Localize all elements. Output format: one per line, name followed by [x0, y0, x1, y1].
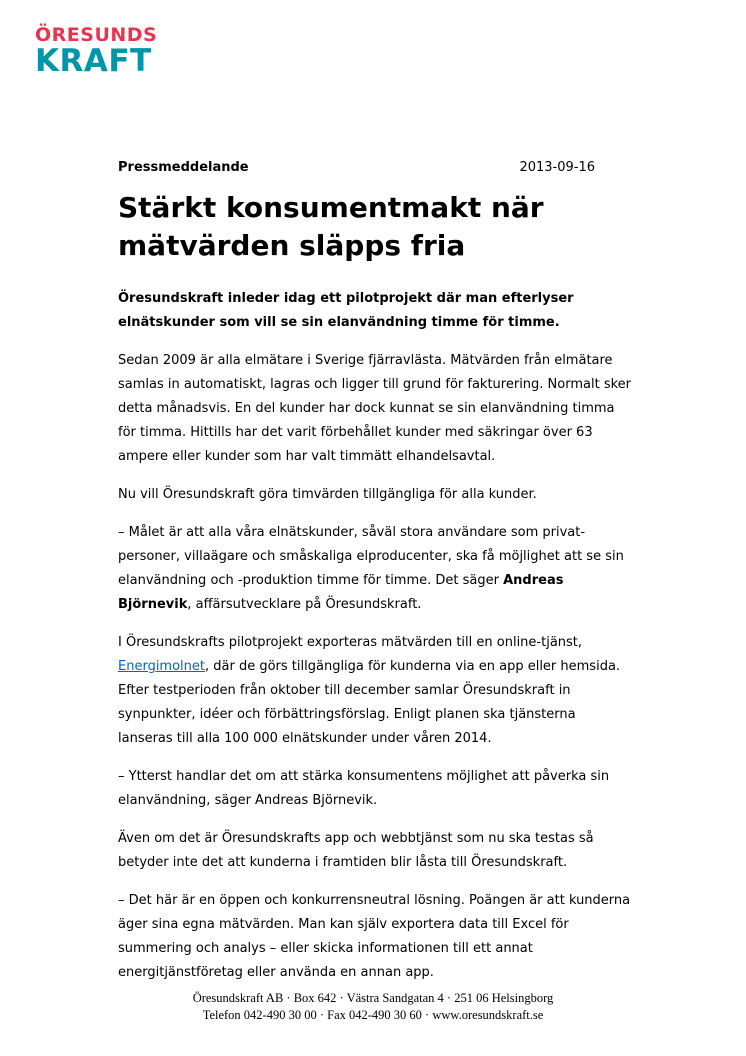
- logo-text-oresunds: ÖRESUNDS: [35, 24, 158, 46]
- footer: [0, 990, 746, 1024]
- paragraph-1: Sedan 2009 är alla elmätare i Sverige fjärravlästa. Mätvärden från elmätare samlas in automatiskt, lagras och ligger till grund för fakturering. Normalt sker detta månadsvis. En del kunder har dock kunnat se sin elanvändning timma för timma. Hittills har det varit förbehållet kunder med säkringar över 63 ampere eller kunder som har valt timmätt elhandelsavtal.: [118, 353, 632, 464]
- document-meta-row: [118, 160, 633, 175]
- page-title: Stärkt konsumentmakt när mätvärden släpps fria: [118, 191, 544, 262]
- paragraph-2: Nu vill Öresundskraft göra timvärden tillgängliga för alla kunder.: [118, 487, 537, 502]
- footer-contact-line: Telefon 042-490 30 00 · Fax 042-490 30 60 · www.oresundskraft.se: [202, 1008, 544, 1022]
- paragraph-3: [118, 521, 633, 617]
- lead-paragraph: Öresundskraft inleder idag ett pilotprojekt där man efterlyser elnätskunder som vill se sin elanvändning timme för timme.: [118, 291, 574, 330]
- oresundskraft-logo: [35, 26, 157, 77]
- paragraph-6: Även om det är Öresundskrafts app och webbtjänst som nu ska testas så betyder inte det att kunderna i framtiden blir låsta till Öresundskraft.: [118, 831, 594, 870]
- document-body: [118, 160, 633, 999]
- paragraph-3-text-after: , affärsutvecklare på Öresundskraft.: [187, 597, 422, 612]
- paragraph-4: [118, 631, 633, 751]
- logo-text-kraft: KRAFT: [35, 43, 152, 79]
- energimolnet-link[interactable]: Energimolnet: [118, 659, 205, 674]
- paragraph-4-text: I Öresundskrafts pilotprojekt exporteras mätvärden till en online-tjänst,: [118, 635, 583, 650]
- document-type-label: Pressmeddelande: [118, 160, 249, 175]
- paragraph-5: – Ytterst handlar det om att stärka konsumentens möjlighet att påverka sin elanvändning, säger Andreas Björnevik.: [118, 769, 610, 808]
- document-date: 2013-09-16: [519, 160, 595, 175]
- paragraph-3-text: – Målet är att alla våra elnätskunder, såväl stora användare som privat-personer, villaägare och småskaliga elproducenter, ska få möjlighet att se sin elanvändning och -produktion timme för timme. Det säger: [118, 525, 624, 588]
- footer-address-line: Öresundskraft AB · Box 642 · Västra Sandgatan 4 · 251 06 Helsingborg: [192, 991, 554, 1005]
- paragraph-4-text-after: , där de görs tillgängliga för kunderna via en app eller hemsida. Efter testperioden från oktober till december samlar Öresundskraft in synpunkter, idéer och förbättringsförslag. Enligt planen ska tjänsterna lanseras till alla 100 000 elnätskunder under våren 2014.: [118, 659, 621, 746]
- person-name: Andreas Björnevik: [118, 573, 564, 612]
- paragraph-7: – Det här är en öppen och konkurrensneutral lösning. Poängen är att kunderna äger sina egna mätvärden. Man kan själv exportera data till Excel för summering och analys – eller skicka informationen till ett annat energitjänstföretag eller använda en annan app.: [118, 893, 631, 980]
